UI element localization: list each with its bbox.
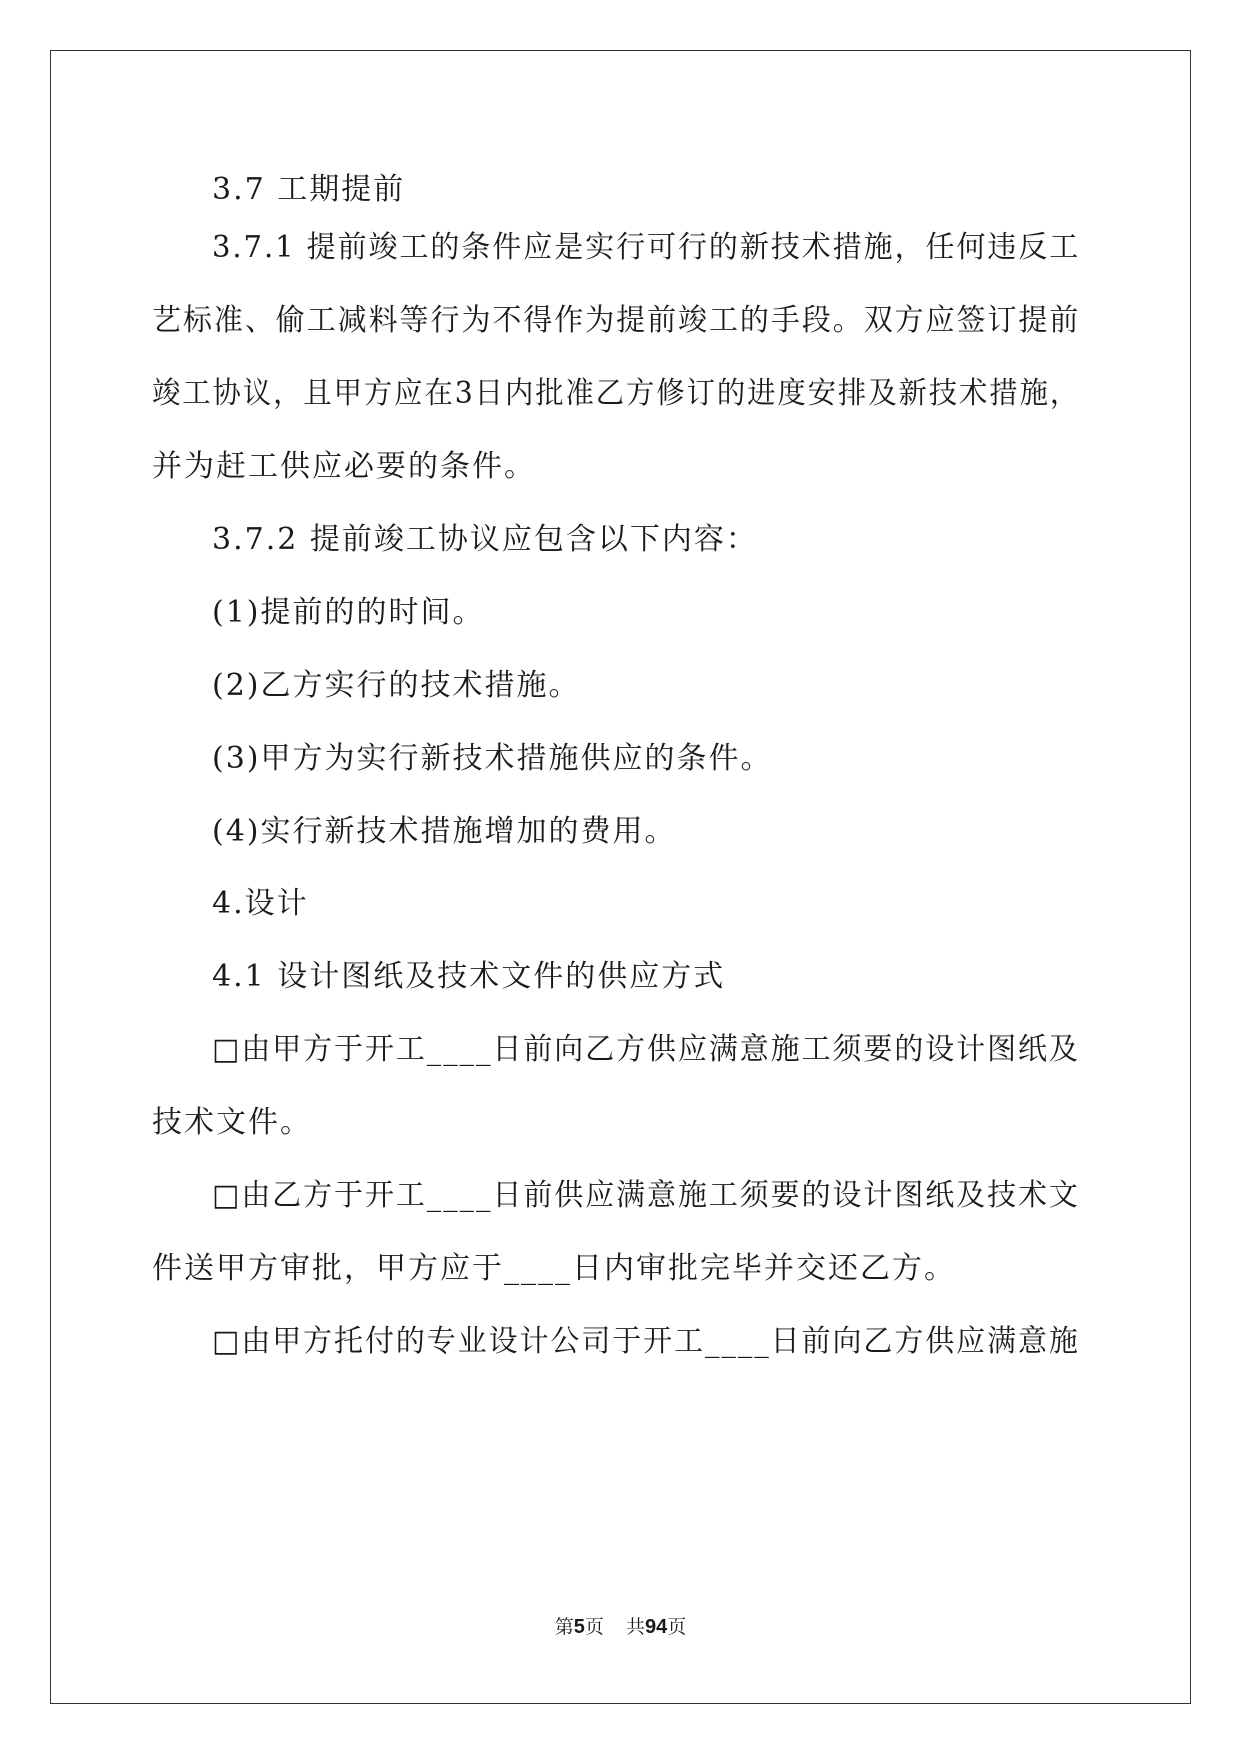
option-paragraph-3-line-1: □由甲方托付的专业设计公司于开工____日前向乙方供应满意施 (212, 1324, 1080, 1359)
footer-total-prefix: 共 (625, 1616, 645, 1638)
option-paragraph-1-line-2: 技术文件。 (152, 1105, 312, 1140)
list-item-1: (1)提前的的时间。 (212, 595, 485, 630)
list-item-2: (2)乙方实行的技术措施。 (212, 668, 581, 703)
paragraph-3-7-1-line-2: 艺标准、偷工减料等行为不得作为提前竣工的手段。双方应签订提前 (152, 303, 1081, 338)
list-item-3: (3)甲方为实行新技术措施供应的条件。 (212, 741, 773, 776)
section-heading-3-7: 3.7 工期提前 (212, 172, 406, 207)
option-paragraph-2-line-1: □由乙方于开工____日前供应满意施工须要的设计图纸及技术文 (212, 1178, 1080, 1213)
paragraph-3-7-2: 3.7.2 提前竣工协议应包含以下内容： (212, 522, 758, 557)
footer-total-number: 94 (644, 1616, 668, 1638)
footer-total-suffix: 页 (667, 1616, 687, 1638)
paragraph-3-7-1-line-4: 并为赶工供应必要的条件。 (152, 449, 536, 484)
page-border (50, 50, 1191, 1704)
list-item-4: (4)实行新技术措施增加的费用。 (212, 814, 677, 849)
section-heading-4-1: 4.1 设计图纸及技术文件的供应方式 (212, 959, 726, 994)
footer-page-suffix: 页 (584, 1616, 604, 1638)
paragraph-3-7-1-line-3: 竣工协议，且甲方应在3日内批准乙方修订的进度安排及新技术措施， (152, 376, 1081, 411)
footer-page-number: 5 (573, 1616, 585, 1638)
footer-page-prefix: 第 (554, 1616, 574, 1638)
option-paragraph-1-line-1: □由甲方于开工____日前向乙方供应满意施工须要的设计图纸及 (212, 1032, 1080, 1067)
section-heading-4: 4.设计 (212, 886, 309, 921)
paragraph-3-7-1-line-1: 3.7.1 提前竣工的条件应是实行可行的新技术措施，任何违反工 (212, 230, 1081, 265)
option-paragraph-2-line-2: 件送甲方审批，甲方应于____日内审批完毕并交还乙方。 (152, 1251, 956, 1286)
page-footer (0, 1615, 1241, 1639)
